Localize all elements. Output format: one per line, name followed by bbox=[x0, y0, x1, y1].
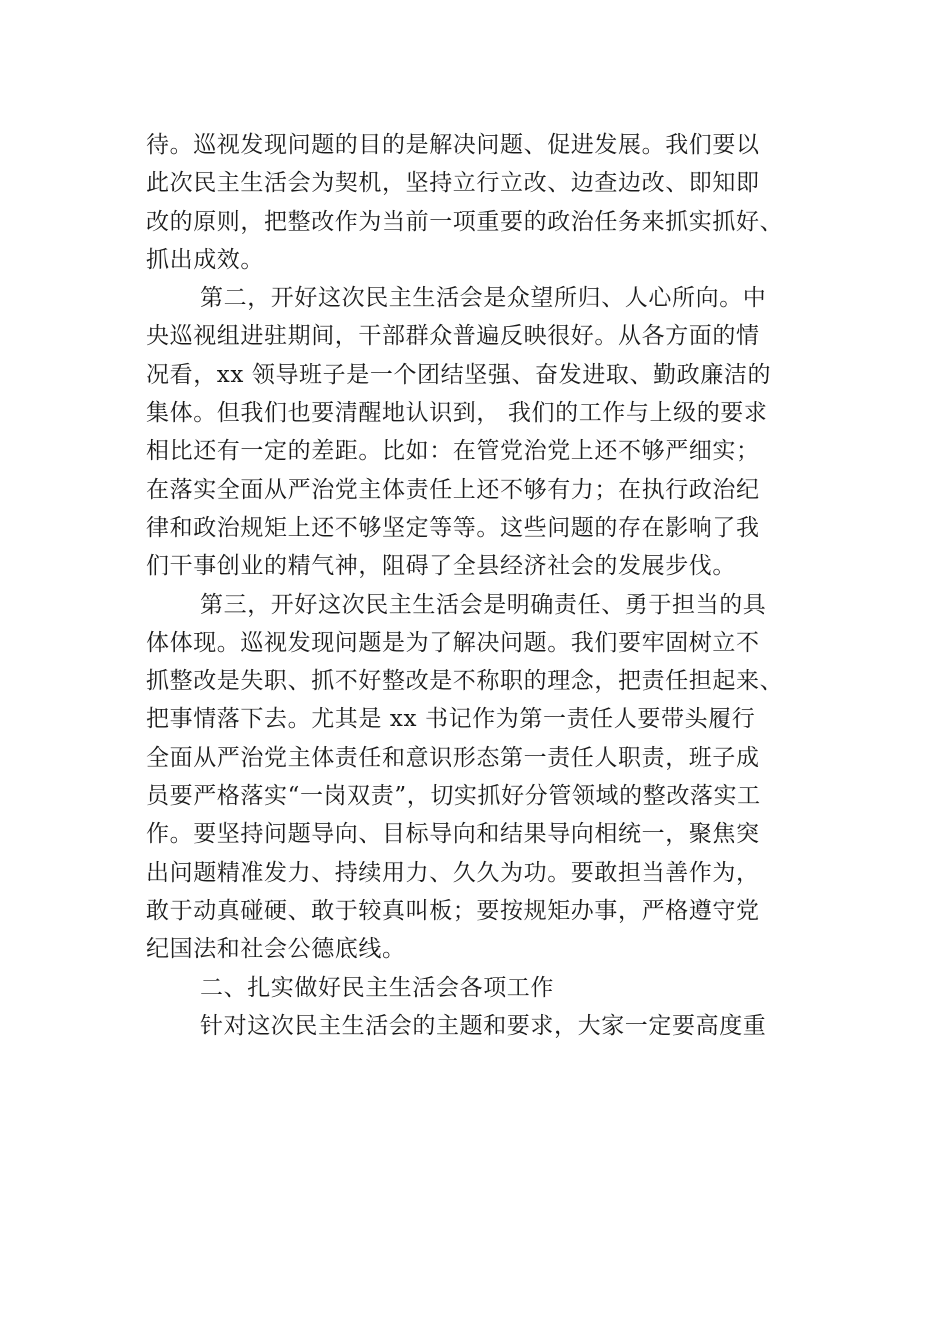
text-line: 改的原则，把整改作为当前一项重要的政治任务来抓实抓好、 bbox=[146, 208, 784, 235]
text-line: 作。要坚持问题导向、目标导向和结果导向相统一，聚焦突 bbox=[146, 821, 760, 848]
paragraph-start-line: 第二，开好这次民主生活会是众望所归、人心所向。中 bbox=[200, 285, 767, 312]
text-line: 敢于动真碰硬、敢于较真叫板；要按规矩办事，严格遵守党 bbox=[146, 897, 760, 924]
text-line: 律和政治规矩上还不够坚定等等。这些问题的存在影响了我 bbox=[146, 514, 760, 541]
text-line: 此次民主生活会为契机，坚持立行立改、边查边改、即知即 bbox=[146, 170, 760, 197]
text-line: 抓整改是失职、抓不好整改是不称职的理念，把责任担起来、 bbox=[146, 668, 784, 695]
text-line: 把事情落下去。尤其是 xx 书记作为第一责任人要带头履行 bbox=[146, 706, 756, 733]
text-line: 相比还有一定的差距。比如：在管党治党上还不够严细实； bbox=[146, 438, 760, 465]
text-line: 况看，xx 领导班子是一个团结坚强、奋发进取、勤政廉洁的 bbox=[146, 361, 772, 388]
text-line: 央巡视组进驻期间，干部群众普遍反映很好。从各方面的情 bbox=[146, 323, 760, 350]
text-line: 出问题精准发力、持续用力、久久为功。要敢担当善作为， bbox=[146, 859, 760, 886]
text-line: 们干事创业的精气神，阻碍了全县经济社会的发展步伐。 bbox=[146, 553, 736, 580]
document-body bbox=[146, 126, 814, 1045]
paragraph-start-line: 第三，开好这次民主生活会是明确责任、勇于担当的具 bbox=[200, 591, 767, 618]
text-line: 在落实全面从严治党主体责任上还不够有力；在执行政治纪 bbox=[146, 476, 760, 503]
text-line: 待。巡视发现问题的目的是解决问题、促进发展。我们要以 bbox=[146, 132, 760, 158]
paragraph-start-line: 针对这次民主生活会的主题和要求，大家一定要高度重 bbox=[200, 1012, 767, 1039]
section-heading: 二、扎实做好民主生活会各项工作 bbox=[200, 974, 554, 1001]
text-line: 纪国法和社会公德底线。 bbox=[146, 936, 406, 963]
text-line: 全面从严治党主体责任和意识形态第一责任人职责，班子成 bbox=[146, 744, 760, 771]
text-line: 抓出成效。 bbox=[146, 246, 264, 273]
text-line: 集体。但我们也要清醒地认识到， 我们的工作与上级的要求 bbox=[146, 400, 768, 427]
text-line: 员要严格落实“一岗双责”，切实抓好分管领域的整改落实工 bbox=[146, 783, 761, 810]
text-line: 体体现。巡视发现问题是为了解决问题。我们要牢固树立不 bbox=[146, 629, 760, 656]
